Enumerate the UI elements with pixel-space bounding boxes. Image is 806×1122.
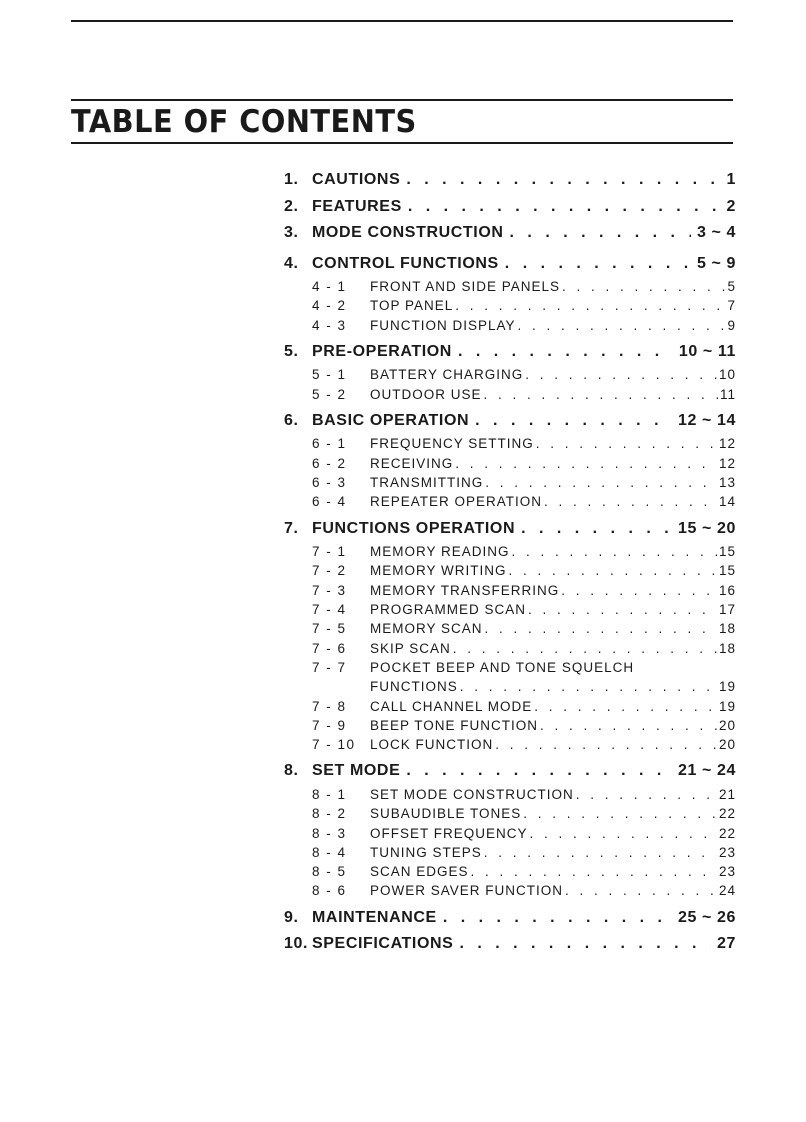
toc-section[interactable] [284, 758, 736, 785]
toc-subsection[interactable] [284, 658, 736, 677]
page-number: 10 ~ 11 [678, 342, 736, 360]
page-number: 20 [718, 717, 736, 733]
entry-title: POCKET BEEP AND TONE SQUELCH [370, 659, 635, 675]
toc-subsection[interactable] [284, 581, 736, 600]
entry-title: MAINTENANCE [312, 908, 437, 926]
page-number: 9 [727, 317, 736, 333]
dot-leader [406, 167, 720, 194]
entry-title: SUBAUDIBLE TONES [370, 806, 522, 822]
entry-number: 7 - 4 [312, 602, 347, 618]
toc-subsection[interactable] [284, 561, 736, 580]
entry-number: 7 - 5 [312, 621, 347, 637]
entry-title: RECEIVING [370, 455, 454, 471]
entry-title: CALL CHANNEL MODE [370, 698, 533, 714]
dot-leader [534, 697, 717, 716]
top-rule [71, 20, 733, 22]
title-bottom-rule [71, 142, 733, 144]
dot-leader [561, 581, 717, 600]
entry-number: 8 - 1 [312, 786, 347, 802]
toc-section[interactable] [284, 516, 736, 543]
dot-leader [484, 385, 718, 404]
entry-title: FEATURES [312, 197, 402, 215]
page-number: 14 [718, 494, 736, 510]
toc-subsection[interactable] [284, 843, 736, 862]
page-number: 19 [718, 698, 736, 714]
page-number: 22 [718, 825, 736, 841]
entry-number: 6 - 1 [312, 436, 347, 452]
entry-number: 7 - 2 [312, 563, 347, 579]
toc-subsection[interactable] [284, 434, 736, 453]
page-number: 17 [718, 602, 736, 618]
dot-leader [408, 194, 721, 221]
page-number: 12 ~ 14 [677, 411, 736, 429]
page-number: 23 [718, 844, 736, 860]
toc-subsection[interactable] [284, 881, 736, 900]
entry-number: 5 - 1 [312, 367, 347, 383]
toc-subsection[interactable] [284, 473, 736, 492]
entry-title: SET MODE CONSTRUCTION [370, 786, 574, 802]
dot-leader [485, 473, 717, 492]
dot-leader [460, 677, 717, 696]
page-number: 5 [727, 279, 736, 294]
page-number: 16 [718, 582, 736, 598]
dot-leader [484, 843, 717, 862]
dot-leader [576, 785, 717, 804]
toc-subsection[interactable] [284, 716, 736, 735]
toc-subsection[interactable] [284, 804, 736, 823]
page-number: 23 [718, 864, 736, 880]
entry-title: TUNING STEPS [370, 844, 482, 860]
entry-title: MODE CONSTRUCTION [312, 224, 504, 241]
dot-leader [455, 296, 725, 315]
dot-leader [512, 542, 717, 561]
entry-number: 8 - 5 [312, 864, 347, 880]
page-number: 18 [718, 640, 736, 656]
entry-number: 7 - 7 [312, 659, 347, 675]
title-top-rule [71, 99, 733, 101]
toc-section[interactable] [284, 194, 736, 221]
entry-title: FRONT AND SIDE PANELS [370, 279, 561, 294]
dot-leader [453, 639, 717, 658]
toc-section[interactable] [284, 905, 736, 932]
page-number: 25 ~ 26 [677, 908, 736, 926]
entry-title: OFFSET FREQUENCY [370, 825, 528, 841]
toc-subsection[interactable] [284, 639, 736, 658]
toc-subsection[interactable] [284, 862, 736, 881]
toc-subsection[interactable] [284, 619, 736, 638]
page-number: 12 [718, 436, 736, 452]
entry-number: 2. [284, 197, 299, 215]
entry-number: 9. [284, 908, 299, 926]
entry-number: 5. [284, 342, 299, 360]
toc-subsection[interactable] [284, 600, 736, 619]
entry-number: 7 - 6 [312, 640, 347, 656]
page-number: 15 ~ 20 [677, 519, 736, 537]
entry-title: TOP PANEL [370, 298, 454, 314]
entry-number: 7. [284, 519, 299, 537]
toc-section[interactable] [284, 251, 736, 278]
toc-subsection[interactable] [284, 385, 736, 404]
dot-leader [525, 365, 717, 384]
entry-title: BASIC OPERATION [312, 411, 470, 429]
toc-section[interactable] [284, 339, 736, 366]
dot-leader [521, 516, 672, 543]
entry-number: 6 - 3 [312, 475, 347, 491]
entry-number: 10. [284, 935, 309, 953]
dot-leader [510, 220, 691, 247]
entry-title: OUTDOOR USE [370, 386, 482, 402]
toc-section[interactable] [284, 408, 736, 435]
entry-title: TRANSMITTING [370, 475, 484, 491]
entry-number: 8 - 6 [312, 883, 347, 899]
toc-subsection[interactable] [284, 735, 736, 754]
dot-leader [518, 316, 726, 335]
entry-number: 3. [284, 224, 299, 241]
entry-title: MEMORY WRITING [370, 563, 507, 579]
entry-number: 4 - 2 [312, 298, 347, 314]
page-number: 24 [718, 883, 736, 899]
page-number: 12 [718, 455, 736, 471]
dot-leader [471, 862, 717, 881]
entry-title: FUNCTIONS OPERATION [312, 519, 516, 537]
table-of-contents [284, 167, 736, 958]
entry-title: CONTROL FUNCTIONS [312, 254, 499, 272]
entry-title: BATTERY CHARGING [370, 367, 524, 383]
toc-subsection[interactable] [284, 542, 736, 561]
dot-leader [540, 716, 717, 735]
dot-leader [562, 277, 725, 296]
entry-title: BEEP TONE FUNCTION [370, 717, 539, 733]
page-number: 5 ~ 9 [696, 254, 736, 272]
dot-leader [544, 492, 717, 511]
dot-leader [528, 600, 717, 619]
entry-number: 7 - 3 [312, 582, 347, 598]
toc-subsection[interactable] [284, 824, 736, 843]
entry-number: 4. [284, 254, 299, 272]
page-number: 10 [718, 367, 736, 383]
entry-title: FUNCTIONS [370, 679, 458, 695]
entry-title: MEMORY TRANSFERRING [370, 582, 560, 598]
dot-leader [509, 561, 717, 580]
entry-title: MEMORY READING [370, 544, 510, 560]
dot-leader [455, 454, 717, 473]
dot-leader [459, 931, 711, 958]
entry-title: SCAN EDGES [370, 864, 469, 880]
page-number: 22 [718, 806, 736, 822]
dot-leader [475, 408, 672, 435]
entry-number: 8 - 2 [312, 806, 347, 822]
entry-number: 6. [284, 411, 299, 429]
entry-number: 8. [284, 762, 299, 780]
page-number: 15 [718, 563, 736, 579]
toc-section[interactable] [284, 931, 736, 958]
dot-leader [565, 881, 717, 900]
entry-title: SKIP SCAN [370, 640, 451, 656]
toc-subsection-continued[interactable] [284, 677, 736, 696]
entry-number: 5 - 2 [312, 386, 347, 402]
entry-title: POWER SAVER FUNCTION [370, 883, 564, 899]
entry-number: 6 - 2 [312, 455, 347, 471]
toc-subsection[interactable] [284, 296, 736, 315]
entry-number: 7 - 9 [312, 717, 347, 733]
toc-subsection[interactable] [284, 316, 736, 335]
page-number: 21 ~ 24 [677, 762, 736, 780]
toc-subsection[interactable] [284, 454, 736, 473]
entry-title: SET MODE [312, 762, 401, 780]
entry-number: 7 - 1 [312, 544, 347, 560]
dot-leader [523, 804, 717, 823]
page-number: 19 [718, 679, 736, 695]
toc-subsection[interactable] [284, 492, 736, 511]
entry-title: REPEATER OPERATION [370, 494, 543, 510]
entry-title: FUNCTION DISPLAY [370, 317, 516, 333]
entry-title: PROGRAMMED SCAN [370, 602, 527, 618]
dot-leader [530, 824, 717, 843]
entry-number: 4 - 3 [312, 317, 347, 333]
page-number: 13 [718, 475, 736, 491]
dot-leader [495, 735, 717, 754]
page-number: 15 [718, 544, 736, 560]
entry-number: 7 - 10 [312, 737, 356, 753]
page-number: 18 [718, 621, 736, 637]
entry-title: FREQUENCY SETTING [370, 436, 534, 452]
entry-number: 4 - 1 [312, 279, 347, 294]
entry-number: 8 - 3 [312, 825, 347, 841]
page-number: 2 [726, 197, 736, 215]
dot-leader [406, 758, 672, 785]
toc-section[interactable] [284, 167, 736, 194]
dot-leader [485, 619, 717, 638]
dot-leader [505, 251, 691, 278]
page-number: 27 [717, 935, 736, 953]
entry-number: 1. [284, 171, 299, 188]
dot-leader [443, 905, 672, 932]
page-number: 20 [718, 737, 736, 753]
entry-title: MEMORY SCAN [370, 621, 483, 637]
toc-subsection[interactable] [284, 277, 736, 296]
toc-subsection[interactable] [284, 697, 736, 716]
entry-title: LOCK FUNCTION [370, 737, 494, 753]
dot-leader [458, 339, 673, 366]
page-number: 11 [719, 386, 736, 402]
entry-number: 6 - 4 [312, 494, 347, 510]
toc-subsection[interactable] [284, 365, 736, 384]
page-number: 1 [726, 171, 736, 188]
entry-number: 7 - 8 [312, 698, 347, 714]
page-number: 7 [727, 298, 736, 314]
dot-leader [536, 434, 717, 453]
entry-number: 8 - 4 [312, 844, 347, 860]
toc-section[interactable] [284, 220, 736, 247]
page-title: TABLE OF CONTENTS [71, 104, 417, 140]
entry-title: PRE-OPERATION [312, 342, 452, 360]
entry-title: CAUTIONS [312, 171, 401, 188]
page-number: 3 ~ 4 [696, 224, 736, 241]
entry-title: SPECIFICATIONS [312, 935, 454, 953]
toc-subsection[interactable] [284, 785, 736, 804]
page-number: 21 [718, 786, 736, 802]
